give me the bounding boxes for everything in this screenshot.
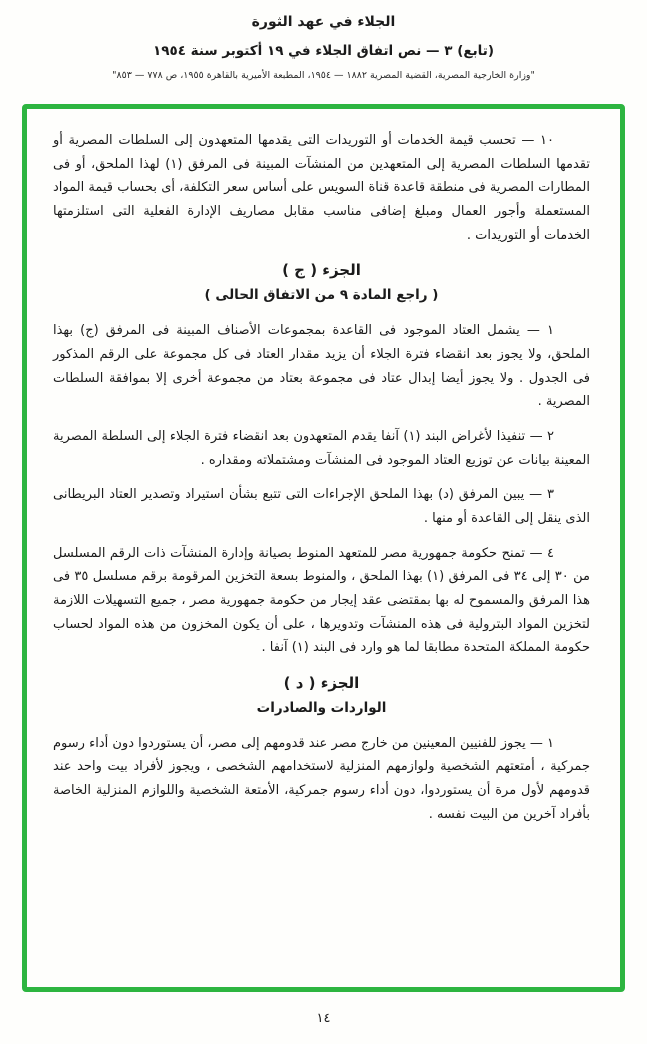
section-d-heading: الجزء ( د ): [283, 673, 360, 692]
page-title: الجلاء في عهد الثورة: [251, 14, 396, 30]
page-subtitle: (تابع) ٣ — نص اتفاق الجلاء في ١٩ أكتوبر سنة ١٩٥٤: [152, 43, 494, 59]
section-c-paragraph-2: ٢ — تنفيذا لأغراض البند (١) آنفا يقدم المتعهدون بعد انقضاء فترة الجلاء إلى السلطة المصرية المعينة بيانات عن توزيع العتاد الموجود فى المنشآت ومشتملاته ومقداره .: [53, 428, 590, 468]
section-c-paragraph-4: ٤ — تمنح حكومة جمهورية مصر للمتعهد المنوط بصيانة وإدارة المنشآت ذات الرقم المسلسل من ٣٠ إلى ٣٤ فى المرفق (١) بهذا الملحق ، والمنوط بسعة التخزين المرقومة برقم مسلسل ٣٥ فى هذا المرفق والمسموح له بها بمقتضى عقد إيجار من حكومة جمهورية مصر ، جميع التسهيلات اللازمة لتخزين المواد البترولية فى هذه المنشآت وتدويرها ، على أن يكون المخزون من هذه المواد لحساب حكومة المملكة المتحدة مطابقا لما هو وارد فى البند (١) آنفا .: [53, 545, 590, 656]
section-d-paragraph-1: ١ — يجوز للفنيين المعينين من خارج مصر عند قدومهم إلى مصر، أن يستوردوا دون أداء رسوم جمركية ، أمتعتهم الشخصية ولوازمهم المنزلية لاستخدامهم الشخصى ، ويجوز لأفراد بيت واحد عند قدومهم لأول مرة أن يستوردوا، دون أداء رسوم جمركية، الأمتعة الشخصية واللوازم المنزلية الخاصة بأفراد آخرين من البيت نفسه .: [53, 735, 590, 822]
green-highlight-box: [22, 104, 625, 992]
section-c-paragraph-1: ١ — يشمل العتاد الموجود فى القاعدة بمجموعات الأصناف المبينة فى المرفق (ج) بهذا الملحق، ولا يجوز بعد انقضاء فترة الجلاء أن يزيد مقدار العتاد فى كل مجموعة على الرقم المذكور فى الجدول . ولا يجوز أيضا إبدال عتاد فى مجموعة بعتاد من مجموعة أخرى إلا بموافقة السلطات المصرية .: [53, 323, 590, 410]
source-citation: "وزارة الخارجية المصرية، القضية المصرية ١٨٨٢ — ١٩٥٤، المطبعة الأميرية بالقاهرة ١٩٥٥، ص ٧٧٨ — ٨٥٣": [112, 70, 535, 81]
section-c-heading: الجزء ( ج ): [282, 261, 361, 280]
paragraph-10: ١٠ — تحسب قيمة الخدمات أو التوريدات التى يقدمها المتعهدون إلى السلطات المصرية أو تقدمها السلطات المصرية إلى المتعهدين من المنشآت المبينة فى المرفق (١) لهذا الملحق، أو فى المطارات المصرية فى منطقة قاعدة قناة السويس على أساس سعر التكلفة، أى بحساب قيمة المواد المستعملة وأجور العمال ومبلغ إضافى مناسب مقابل مصاريف الإدارة الفعلية التى استلزمتها الخدمات أو التوريدات .: [53, 133, 590, 243]
section-d-subheading: الواردات والصادرات: [256, 699, 387, 716]
section-c-paragraph-3: ٣ — يبين المرفق (د) بهذا الملحق الإجراءات التى تتبع بشأن استيراد وتصدير العتاد البريطانى الذى ينقل إلى القاعدة أو منها .: [53, 487, 590, 526]
page-header: [0, 0, 647, 81]
page-number: ١٤: [316, 1011, 331, 1026]
section-c-subheading: ( راجع المادة ٩ من الاتفاق الحالى ): [204, 287, 439, 304]
